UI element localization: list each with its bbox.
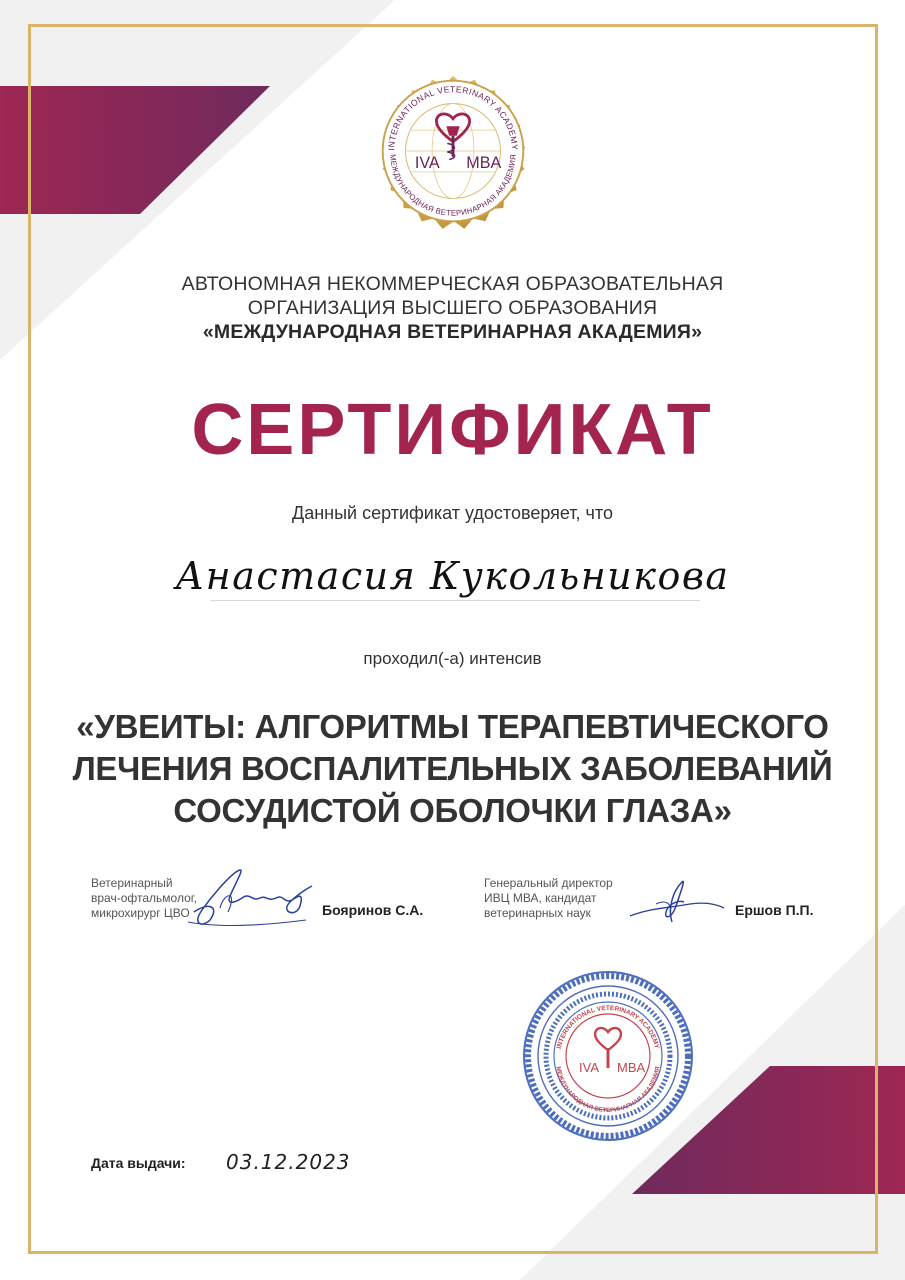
signer-2-title-line-1: Генеральный директор bbox=[484, 876, 613, 890]
seal-bottom-text: МЕЖДУНАРОДНАЯ ВЕТЕРИНАРНАЯ АКАДЕМИЯ bbox=[388, 153, 518, 218]
signer-2-title-line-2: ИВЦ МВА, кандидат bbox=[484, 891, 597, 905]
passed-text: проходил(-а) интенсив bbox=[363, 649, 542, 668]
signature-1-mark bbox=[180, 862, 320, 938]
course-title-line-1: «УВЕИТЫ: АЛГОРИТМЫ ТЕРАПЕВТИЧЕСКОГО bbox=[76, 708, 829, 745]
seal-right-code: MBA bbox=[466, 154, 502, 173]
signer-2-title-line-3: ветеринарных наук bbox=[484, 906, 591, 920]
svg-text:INTERNATIONAL VETERINARY ACADE bbox=[556, 1005, 660, 1050]
organization-line-2: ОРГАНИЗАЦИЯ ВЫСШЕГО ОБРАЗОВАНИЯ bbox=[247, 297, 658, 319]
academy-seal bbox=[358, 56, 548, 246]
course-title-line-3: СОСУДИСТОЙ ОБОЛОЧКИ ГЛАЗА» bbox=[173, 792, 732, 829]
signer-1-title-line-2: врач-офтальмолог, bbox=[91, 891, 197, 905]
official-stamp bbox=[520, 968, 696, 1144]
seal-left-code: IVA bbox=[414, 154, 440, 173]
certifies-text: Данный сертификат удостоверяет, что bbox=[292, 503, 613, 523]
signer-1-title-line-1: Ветеринарный bbox=[91, 876, 173, 890]
stamp-top-text: INTERNATIONAL VETERINARY ACADEMY bbox=[555, 1004, 661, 1050]
stamp-left-code: IVA bbox=[579, 1060, 599, 1075]
recipient-name: Анастасия Кукольникова bbox=[175, 554, 730, 598]
signature-2-mark bbox=[620, 872, 730, 932]
signer-1-name: Бояринов С.А. bbox=[322, 902, 424, 918]
name-underline bbox=[210, 600, 700, 601]
seal-top-text: INTERNATIONAL VETERINARY ACADEMY bbox=[386, 84, 520, 151]
issue-date-value: 03.12.2023 bbox=[226, 1150, 351, 1174]
stamp-bottom-text: МЕЖДУНАРОДНАЯ ВЕТЕРИНАРНАЯ АКАДЕМИЯ bbox=[554, 1065, 662, 1115]
signer-2-name: Ершов П.П. bbox=[735, 902, 814, 918]
issue-date-label: Дата выдачи: bbox=[91, 1155, 186, 1171]
stamp-right-code: MBA bbox=[617, 1060, 646, 1075]
signer-2-title bbox=[484, 876, 613, 921]
certificate-title: СЕРТИФИКАТ bbox=[191, 390, 714, 470]
organization-line-3: «МЕЖДУНАРОДНАЯ ВЕТЕРИНАРНАЯ АКАДЕМИЯ» bbox=[202, 321, 703, 343]
organization-line-1: АВТОНОМНАЯ НЕКОММЕРЧЕСКАЯ ОБРАЗОВАТЕЛЬНАЯ bbox=[181, 273, 724, 295]
course-title-line-2: ЛЕЧЕНИЯ ВОСПАЛИТЕЛЬНЫХ ЗАБОЛЕВАНИЙ bbox=[72, 750, 833, 787]
signer-1-title-line-3: микрохирург ЦВО bbox=[91, 906, 190, 920]
